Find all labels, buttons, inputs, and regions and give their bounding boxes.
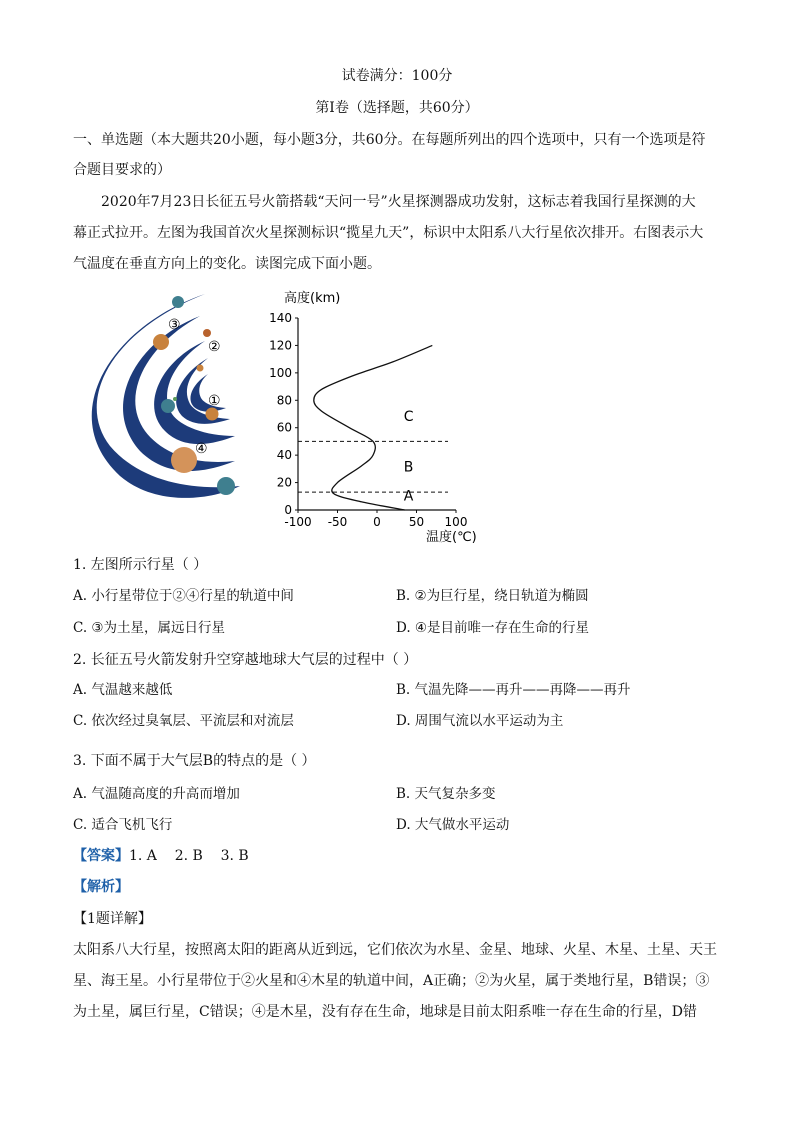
logo-svg: [70, 286, 260, 516]
q3-option-b[interactable]: B. 天气复杂多变: [396, 786, 496, 802]
x-tick-label: -100: [284, 515, 312, 529]
q2-option-a[interactable]: A. 气温越来越低: [73, 682, 173, 698]
instructions-line-2: 合题目要求的）: [73, 162, 171, 178]
passage-line-3: 气温度在垂直方向上的变化。读图完成下面小题。: [73, 256, 381, 272]
temperature-altitude-chart: [268, 286, 488, 548]
y-tick-label: 0: [284, 503, 292, 517]
planet-4: [171, 447, 197, 473]
question-2-stem: 2. 长征五号火箭发射升空穿越地球大气层的过程中（ ）: [73, 652, 418, 668]
y-tick-label: 80: [276, 393, 292, 408]
y-tick-label: 60: [276, 420, 292, 435]
passage-line-2: 幕正式拉开。左图为我国首次火星探测标识“揽星九天”，标识中太阳系八大行星依次排开。右图表示大: [73, 225, 704, 241]
analysis-line-1: 太阳系八大行星，按照离太阳的距离从近到远，它们依次为水星、金星、地球、火星、木星、土星、天王: [73, 942, 717, 958]
instructions-line-1: 一、单选题（本大题共20小题，每小题3分，共60分。在每题所列出的四个选项中，只有一个选项是符: [73, 132, 706, 148]
chart-svg: [268, 286, 488, 548]
mars-exploration-logo: [70, 286, 260, 516]
y-tick-label: 140: [269, 311, 292, 325]
q3-option-a[interactable]: A. 气温随高度的升高而增加: [73, 786, 240, 802]
planet-bottom: [217, 477, 235, 495]
planet-small-a: [203, 329, 211, 337]
q3-option-d[interactable]: D. 大气做水平运动: [396, 817, 510, 833]
logo-label-4: ④: [195, 441, 208, 457]
analysis-line-2: 星、海王星。小行星带位于②火星和④木星的轨道中间，A正确；②为火星，属于类地行星，B错误；③: [73, 973, 710, 989]
q1-option-d[interactable]: D. ④是目前唯一存在生命的行星: [396, 620, 590, 636]
score-title: 试卷满分：100分: [341, 68, 453, 84]
detail-title: 【1题详解】: [73, 911, 152, 927]
q3-option-c[interactable]: C. 适合飞机飞行: [73, 817, 173, 833]
analysis-line-3: 为土星，属巨行星，C错误；④是木星，没有存在生命，地球是目前太阳系唯一存在生命的行星，D错: [73, 1004, 697, 1020]
layer-label: C: [403, 408, 414, 425]
planet-2: [161, 399, 175, 413]
logo-label-1: ①: [208, 393, 221, 409]
planet-small-b: [197, 365, 204, 372]
question-3-stem: 3. 下面不属于大气层B的特点的是（ ）: [73, 753, 316, 769]
x-axis-label: 温度(℃): [426, 530, 477, 545]
planet-1: [206, 408, 219, 421]
q2-option-d[interactable]: D. 周围气流以水平运动为主: [396, 713, 564, 729]
passage-line-1: 2020年7月23日长征五号火箭搭载“天问一号”火星探测器成功发射，这标志着我国行星探测的大: [101, 194, 696, 210]
y-axis-label: 高度(km): [284, 291, 341, 306]
y-tick-label: 100: [269, 365, 292, 380]
x-tick-label: 100: [444, 515, 468, 529]
question-1-stem: 1. 左图所示行星（ ）: [73, 557, 208, 573]
temperature-curve: [314, 345, 433, 510]
answer-row: [73, 846, 249, 866]
planet-small-c: [173, 397, 177, 401]
x-tick-label: 0: [373, 515, 381, 529]
y-tick-label: 40: [276, 448, 292, 463]
planet-top: [172, 296, 184, 308]
layer-label: B: [403, 459, 414, 476]
q2-option-c[interactable]: C. 依次经过臭氧层、平流层和对流层: [73, 713, 294, 729]
layer-label: A: [403, 488, 414, 505]
answer-label: 【答案】: [73, 848, 129, 864]
answer-text: 1. A 2. B 3. B: [129, 848, 249, 864]
y-tick-label: 20: [276, 475, 292, 490]
section-title: 第Ⅰ卷（选择题，共60分）: [315, 100, 479, 116]
logo-label-3: ③: [168, 317, 181, 333]
x-tick-label: 50: [408, 515, 425, 529]
q1-option-a[interactable]: A. 小行星带位于②④行星的轨道中间: [73, 588, 294, 604]
y-tick-label: 120: [269, 338, 292, 353]
q1-option-c[interactable]: C. ③为土星，属远日行星: [73, 620, 226, 636]
logo-label-2: ②: [208, 339, 221, 355]
q1-option-b[interactable]: B. ②为巨行星，绕日轨道为椭圆: [396, 588, 589, 604]
x-tick-label: -50: [327, 515, 348, 529]
analysis-label: 【解析】: [73, 879, 129, 895]
q2-option-b[interactable]: B. 气温先降——再升——再降——再升: [396, 682, 631, 698]
planet-3: [153, 334, 169, 350]
